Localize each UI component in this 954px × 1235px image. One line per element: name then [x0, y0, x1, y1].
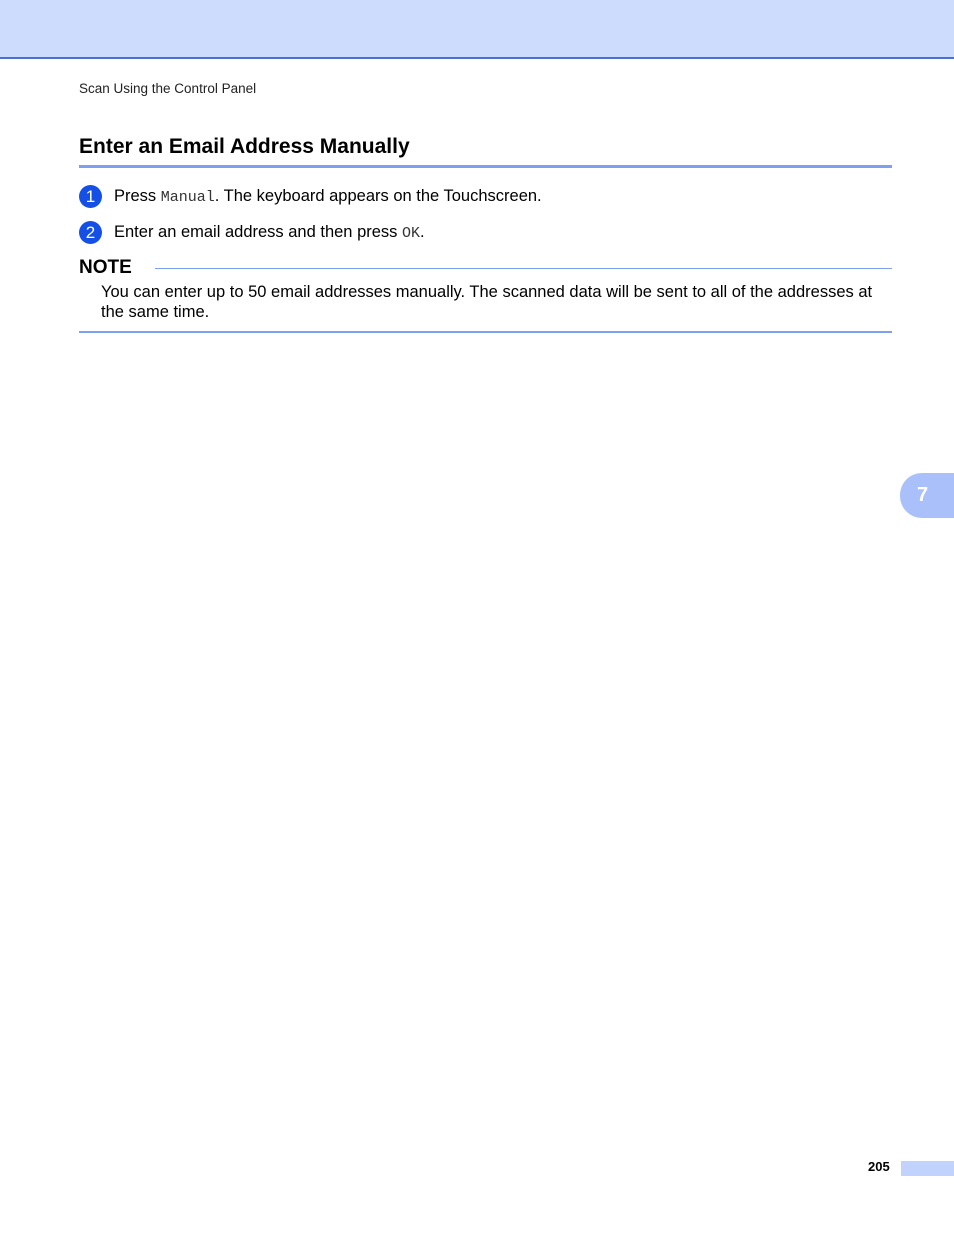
note-bottom-rule: [79, 331, 892, 333]
note-divider: [155, 268, 892, 269]
chapter-tab: 7: [900, 473, 954, 518]
header-band: [0, 0, 954, 59]
note-heading: NOTE: [79, 257, 132, 278]
running-header: Scan Using the Control Panel: [79, 81, 257, 96]
step-number-badge: 1: [79, 185, 102, 208]
note-body: You can enter up to 50 email addresses manually. The scanned data will be sent to all of the addresses at the same time.: [101, 283, 873, 321]
page-number-bar: [901, 1161, 954, 1176]
step-2: [79, 221, 425, 244]
step-1: [79, 185, 542, 208]
title-underline: [79, 165, 892, 168]
step-number-badge: 2: [79, 221, 102, 244]
step-text: Enter an email address and then press OK.: [114, 223, 425, 242]
step-text: Press Manual. The keyboard appears on the Touchscreen.: [114, 187, 542, 206]
page-number: 205: [868, 1159, 890, 1174]
section-title: Enter an Email Address Manually: [79, 135, 410, 158]
ui-key-manual: Manual: [160, 189, 215, 206]
ui-key-ok: OK: [402, 225, 421, 242]
